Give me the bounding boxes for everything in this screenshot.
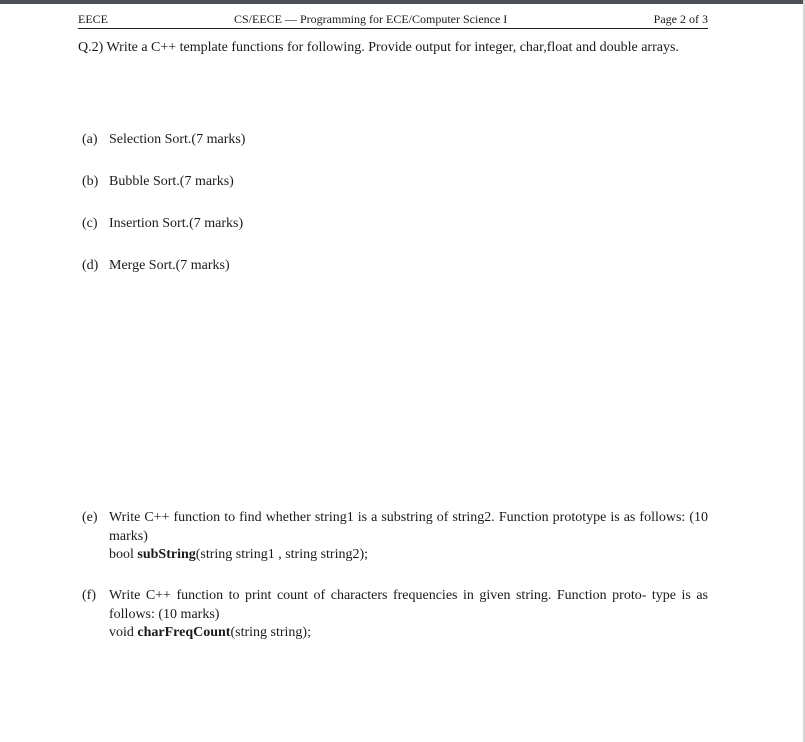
item-e-function-name: subString (137, 547, 196, 562)
item-a (82, 131, 245, 149)
item-f-prototype (109, 624, 708, 643)
item-f-text: Write C++ function to print count of characters frequencies in given string. Function proto- type is as follows: (10 marks) (109, 588, 708, 622)
item-e-label: (e) (82, 510, 98, 525)
item-b-text: Bubble Sort.(7 marks) (109, 174, 234, 189)
item-a-label: (a) (82, 132, 98, 147)
item-b-label: (b) (82, 174, 99, 189)
item-d-label: (d) (82, 258, 99, 273)
item-e-return-type: bool (109, 547, 134, 562)
item-f-label: (f) (82, 588, 96, 603)
item-b (82, 173, 234, 191)
window-top-bar (0, 0, 805, 4)
item-f-function-name: charFreqCount (137, 625, 231, 640)
header-department: EECE (78, 12, 108, 26)
page-header (78, 10, 708, 29)
item-f (82, 587, 708, 643)
item-e (82, 509, 708, 565)
item-e-arguments: (string string1 , string string2); (195, 547, 369, 562)
question-2-text: Q.2) Write a C++ template functions for following. Provide output for integer, char,float and double arrays. (78, 40, 679, 55)
item-e-text: Write C++ function to find whether string1 is a substring of string2. Function prototype is as follows: (10 marks) (109, 510, 708, 544)
item-c-text: Insertion Sort.(7 marks) (109, 216, 244, 231)
item-d (82, 257, 230, 275)
item-f-return-type: void (109, 625, 134, 640)
item-c-label: (c) (82, 216, 98, 231)
header-course-title: CS/EECE — Programming for ECE/Computer Science I (234, 12, 508, 26)
header-page-number: Page 2 of 3 (653, 12, 708, 26)
item-c (82, 215, 243, 233)
item-f-arguments: (string string); (230, 625, 311, 640)
item-d-text: Merge Sort.(7 marks) (109, 258, 230, 273)
item-e-prototype (109, 546, 708, 565)
item-a-text: Selection Sort.(7 marks) (109, 132, 246, 147)
